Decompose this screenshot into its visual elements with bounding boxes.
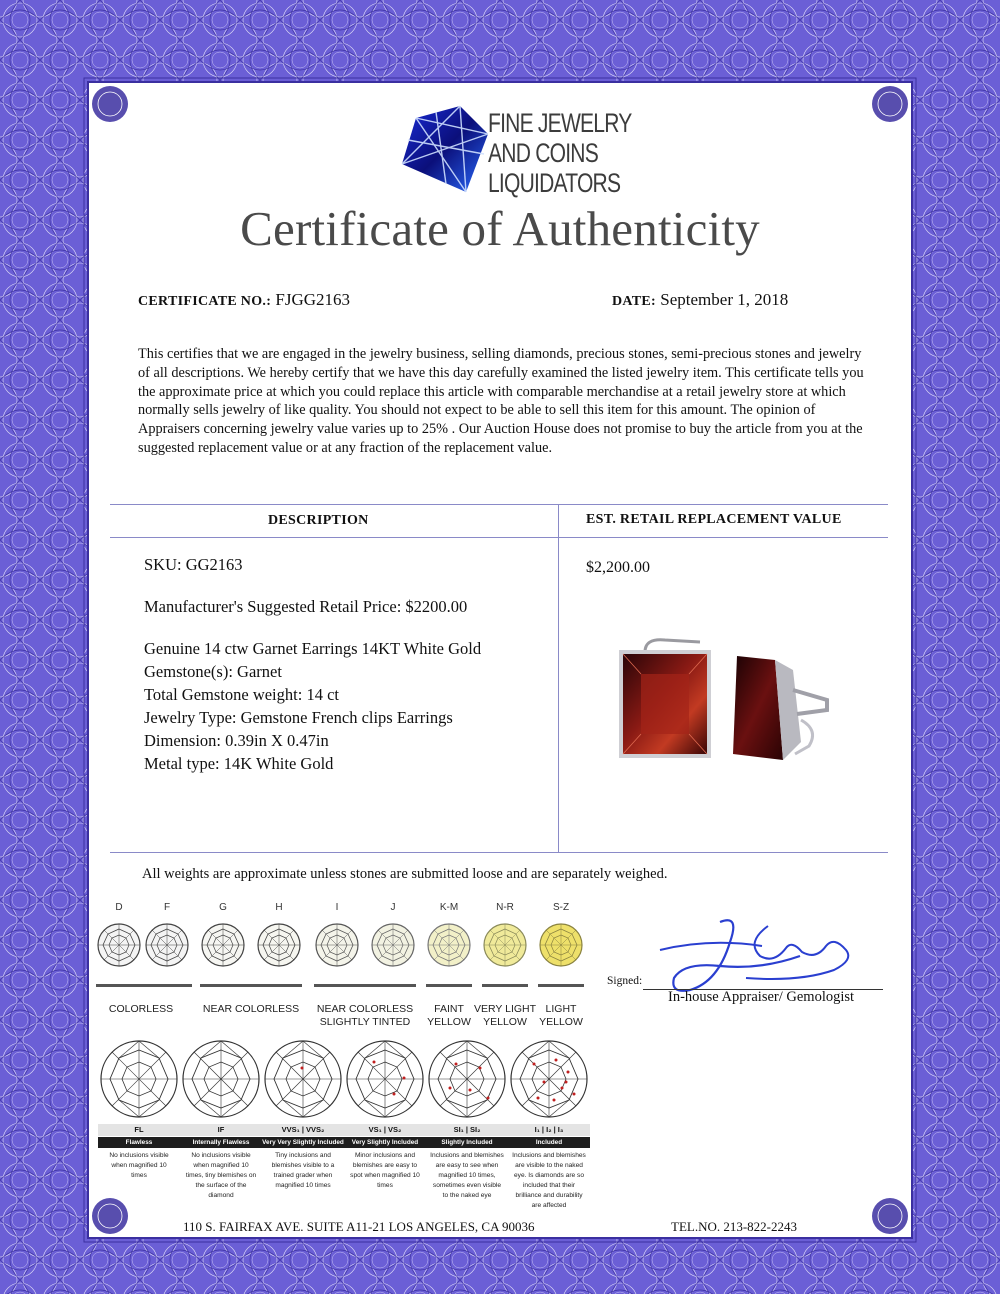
clarity-description-line: blemishes are easy to (352, 1162, 418, 1169)
clarity-name: Slightly Included (426, 1137, 508, 1148)
retail-value: $2,200.00 (586, 559, 650, 576)
description-header: DESCRIPTION (268, 513, 369, 528)
color-grade-letter: I (335, 902, 339, 913)
clarity-description-line: blemishes visible to a (271, 1162, 335, 1169)
color-grade-letter: N-R (496, 902, 514, 913)
color-range-bar (482, 984, 528, 987)
gem-logo-icon (396, 104, 492, 200)
clarity-description-line: the surface of the (195, 1182, 247, 1189)
clarity-description (344, 1151, 426, 1191)
garnet-earrings-image (605, 630, 835, 780)
clarity-description-line: when magnified 10 (193, 1162, 249, 1169)
color-range-bar (200, 984, 302, 987)
color-category-line: SLIGHTLY TINTED (319, 1016, 411, 1028)
clarity-description-line: are visible to the naked (515, 1162, 583, 1169)
color-grade-letter: D (115, 902, 123, 913)
detail-line: Gemstone(s): Garnet (144, 662, 282, 681)
diamond-clarity-icon (426, 1038, 508, 1120)
clarity-description (262, 1151, 344, 1191)
detail-line: Dimension: 0.39in X 0.47in (144, 731, 329, 750)
clarity-description-line: are easy to see when (435, 1162, 499, 1169)
diamond-clarity-icon (180, 1038, 262, 1120)
item-description (144, 555, 481, 774)
clarity-description-line: included that their (522, 1182, 576, 1189)
clarity-description-line: times (131, 1172, 147, 1179)
color-grade-letter: J (390, 902, 396, 913)
certificate-number-value: FJGG2163 (275, 290, 351, 309)
clarity-description-line: brilliance and durability (515, 1192, 583, 1199)
signed-label: Signed: (607, 975, 643, 987)
clarity-description (508, 1151, 590, 1211)
intro-paragraph: This certifies that we are engaged in the jewelry business, selling diamonds, precious stones, semi-precious stones and jewelry of all descriptions. We hereby certify that we have this day carefully examined the listed jewelry item. This certificate tells you the approximate price at which you could replace this article with comparable merchandise at a retail jewelry store at which normally sells jewelry of like quality. You should not expect to be able to sell this item for this amount. The opinion of Appraisers concerning jewelry value varies up to 25% . Our Auction House does not promise to buy the article from you at the suggested replacement value or at any fraction of the replacement value. (138, 346, 864, 456)
msrp: Manufacturer's Suggested Retail Price: $2200.00 (144, 597, 468, 616)
clarity-description (426, 1151, 508, 1201)
certificate-date-label: DATE: (612, 294, 657, 309)
clarity-description-line: Inclusions and blemishes (512, 1152, 586, 1159)
clarity-description-line: trained grader when (273, 1172, 333, 1179)
diamond-clarity-icon (508, 1038, 590, 1120)
diamond-color-icon (538, 922, 584, 968)
color-category-line: YELLOW (483, 1016, 527, 1028)
diamond-clarity-icon (262, 1038, 344, 1120)
color-range-bar (426, 984, 472, 987)
clarity-name: Flawless (98, 1137, 180, 1148)
clarity-name: Very Slightly Included (344, 1137, 426, 1148)
diamond-color-icon (314, 922, 360, 968)
clarity-grade: VVS₁ | VVS₂ (262, 1124, 344, 1136)
color-category-line: YELLOW (539, 1016, 583, 1028)
clarity-description-line: times, tiny blemishes on (185, 1172, 257, 1179)
detail-line: Metal type: 14K White Gold (144, 754, 334, 773)
clarity-grade: FL (98, 1124, 180, 1136)
clarity-grade: IF (180, 1124, 262, 1136)
clarity-description-line: times (377, 1182, 393, 1189)
logo-line-2: AND COINS (488, 138, 599, 168)
color-category-line: YELLOW (427, 1016, 471, 1028)
table-header-rule (110, 537, 888, 538)
footer-phone: TEL.NO. 213-822-2243 (671, 1219, 798, 1234)
table-bottom-rule (110, 852, 888, 853)
color-grade-letter: K-M (439, 902, 459, 913)
diamond-color-icon (96, 922, 142, 968)
clarity-description-line: Tiny inclusions and (275, 1152, 331, 1159)
table-top-rule (110, 504, 888, 505)
clarity-description-line: to the naked eye (442, 1192, 492, 1199)
clarity-description-line: spot when magnified 10 (350, 1172, 420, 1179)
color-grade-letter: G (219, 902, 227, 913)
clarity-grade: I₁ | I₂ | I₃ (508, 1124, 590, 1136)
detail-line: Jewelry Type: Gemstone French clips Earrings (144, 708, 453, 727)
table-column-divider (558, 504, 559, 852)
detail-line: Total Gemstone weight: 14 ct (144, 685, 339, 704)
diamond-color-icon (256, 922, 302, 968)
clarity-grade: SI₁ | SI₂ (426, 1124, 508, 1136)
certificate-number (138, 290, 350, 310)
color-category-label (501, 1003, 621, 1029)
clarity-description (98, 1151, 180, 1181)
clarity-name: Internally Flawless (180, 1137, 262, 1148)
color-grade-letter: S-Z (552, 902, 570, 913)
clarity-description-line: magnified 10 times (275, 1182, 331, 1189)
color-grade-letter: F (163, 902, 171, 913)
clarity-description-line: No inclusions visible (191, 1152, 251, 1159)
page-title: Certificate of Authenticity (240, 201, 760, 256)
diamond-color-icon (144, 922, 190, 968)
color-category-line: NEAR COLORLESS (316, 1003, 414, 1015)
certificate-number-label: CERTIFICATE NO.: (138, 294, 272, 309)
clarity-description-line: No inclusions visible (109, 1152, 169, 1159)
logo-line-1: FINE JEWELRY (488, 108, 632, 138)
diamond-color-icon (426, 922, 472, 968)
detail-line: Genuine 14 ctw Garnet Earrings 14KT White Gold (144, 639, 482, 658)
color-grade-letter: H (275, 902, 283, 913)
logo-line-3: LIQUIDATORS (488, 168, 621, 198)
weights-note: All weights are approximate unless stones are submitted loose and are separately weighed. (142, 866, 668, 882)
color-category-label (191, 1003, 311, 1016)
footer-address: 110 S. FAIRFAX AVE. SUITE A11-21 LOS ANGELES, CA 90036 (183, 1219, 535, 1234)
clarity-description-line: sometimes even visible (432, 1182, 502, 1189)
color-range-bar (96, 984, 192, 987)
company-logo (396, 104, 632, 204)
clarity-description-line: Minor inclusions and (354, 1152, 416, 1159)
clarity-name: Included (508, 1137, 590, 1148)
value-header: EST. RETAIL REPLACEMENT VALUE (586, 512, 842, 527)
color-category-line: FAINT (434, 1003, 464, 1015)
diamond-color-icon (370, 922, 416, 968)
appraiser-title: In-house Appraiser/ Gemologist (668, 989, 855, 1005)
clarity-description (180, 1151, 262, 1201)
sku: SKU: GG2163 (144, 555, 243, 574)
clarity-description-line: diamond (208, 1192, 234, 1199)
color-category-label (81, 1003, 201, 1016)
diamond-clarity-icon (98, 1038, 180, 1120)
clarity-description-line: are affected (531, 1202, 567, 1209)
certificate-date (612, 290, 788, 310)
color-category-line: VERY LIGHT (473, 1003, 537, 1015)
clarity-description-line: eye. Is diamonds are so (513, 1172, 584, 1179)
clarity-description-line: when magnified 10 (111, 1162, 167, 1169)
clarity-description-line: magnified 10 times, (438, 1172, 496, 1179)
diamond-color-icon (482, 922, 528, 968)
color-range-bar (538, 984, 584, 987)
clarity-description-line: Inclusions and blemishes (430, 1152, 504, 1159)
diamond-clarity-icon (344, 1038, 426, 1120)
color-category-line: COLORLESS (108, 1003, 174, 1015)
diamond-color-icon (200, 922, 246, 968)
certificate-date-value: September 1, 2018 (660, 290, 789, 309)
clarity-name: Very Very Slightly Included (262, 1139, 344, 1146)
color-category-line: LIGHT (545, 1003, 577, 1015)
clarity-grade: VS₁ | VS₂ (344, 1124, 426, 1136)
color-range-bar (314, 984, 416, 987)
color-category-line: NEAR COLORLESS (202, 1003, 300, 1015)
